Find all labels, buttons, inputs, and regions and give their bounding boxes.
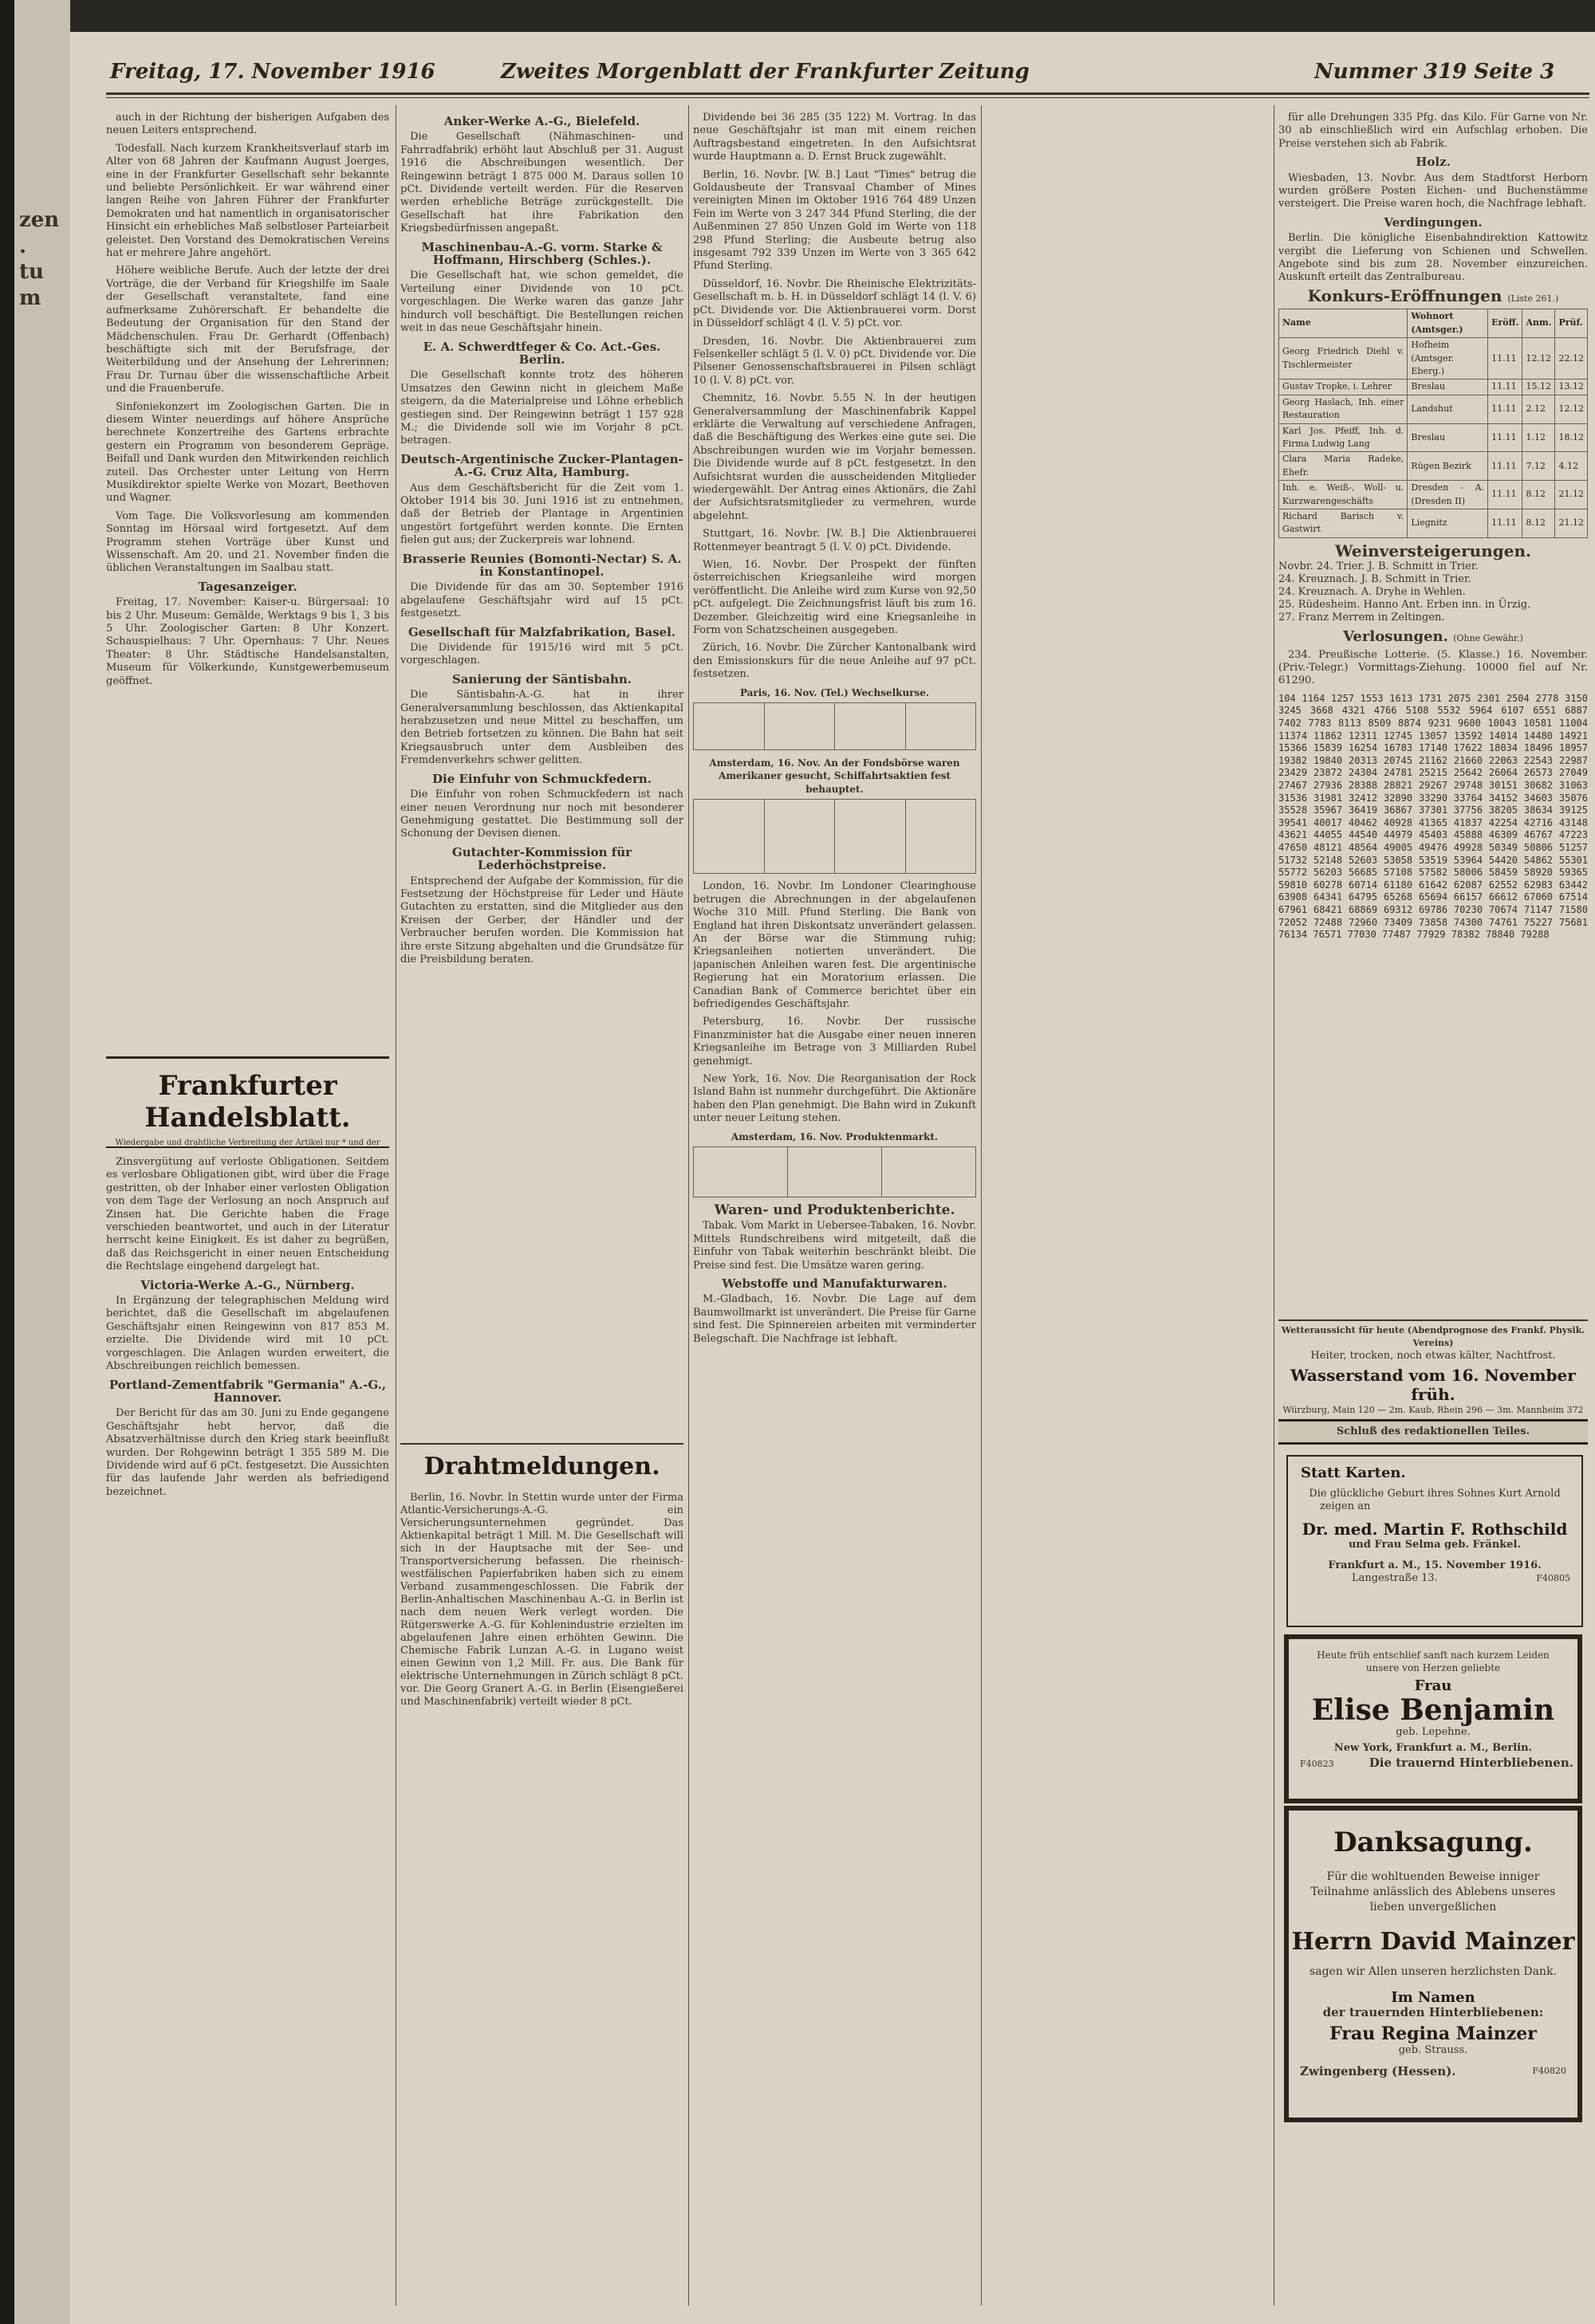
konkurs-cell: 11.11	[1488, 338, 1522, 379]
article-schmuckfedern: Die Einfuhr von rohen Schmuckfedern ist nach einer neuen Verordnung nur noch mit besonderer Genehmigung gestattet. Die Bestimmung soll der Schonung der Devisen dienen.	[400, 788, 683, 840]
section-rule	[1278, 1319, 1588, 1321]
heading-zucker: Deutsch-Argentinische Zucker-Plantagen-A.-G. Cruz Alta, Hamburg.	[400, 451, 683, 480]
article-petersburg: Petersburg, 16. Novbr. Der russische Finanzminister hat die Ausgabe einer neuen inneren Kriegsanleihe im Betrage von 3 Milliarden Rubel genehmigt.	[693, 1016, 976, 1068]
ad1-name2: und Frau Selma geb. Fränkel.	[1348, 1539, 1522, 1551]
konkurs-cell: Dresden - A. (Dresden II)	[1408, 481, 1488, 509]
drahtmeldungen-section	[400, 1443, 683, 2304]
konkurs-cell: 11.11	[1488, 395, 1522, 423]
article-anker: Die Gesellschaft (Nähmaschinen- und Fahrradfabrik) erhöht laut Abschluß per 31. August 1916 die Abschreibungen wesentlich. Der Reingewinn beträgt 1 875 000 M. Daraus sollen 10 pCt. Dividende verteilt werden. Für die Reserven werden erhebliche Beträge zurückgestellt. Die Gesellschaft hat ihre Fabrikation den Kriegsbedürfnissen angepaßt.	[400, 131, 683, 235]
konkurs-cell: 11.11	[1488, 452, 1522, 481]
konkurs-cell: 12.12	[1555, 395, 1588, 423]
heading-portland: Portland-Zementfabrik "Germania" A.-G., Hannover.	[108, 1377, 387, 1405]
heading-amsterdam: Amsterdam, 16. Nov. An der Fondsbörse waren Amerikaner gesucht, Schiffahrtsaktien fest behauptet.	[709, 757, 960, 795]
thanks-mainzer	[1284, 1806, 1582, 2122]
ad3-place: Zwingenberg (Hessen).	[1300, 2064, 1456, 2078]
article-berlin-gold: Berlin, 16. Novbr. [W. B.] Laut "Times" betrug die Goldausbeute der Transvaal Chamber of Mines vereinigten Minen im Oktober 1916 764 489 Unzen Fein im Werte von 3 247 344 Pfund Sterling, die der Außenminen 27 850 Unzen Gold im Werte von 118 298 Pfund Sterling; die Ausbeute betrug also insgesamt 792 339 Unzen im Werte von 3 365 642 Pfund Sterling.	[693, 168, 976, 273]
handelsblatt-title: Frankfurter Handelsblatt.	[144, 1070, 351, 1134]
article-malz: Die Dividende für 1915/16 wird mit 5 pCt. vorgeschlagen.	[400, 642, 683, 667]
masthead-rule	[106, 92, 1589, 95]
article-berufe: Höhere weibliche Berufe. Auch der letzte der drei Vorträge, die der Verband für Kriegshilfe im Saale der Gesellschaft veranstaltete, fand eine aufmerksame Zuhörerschaft. Er behandelte die Bedeutung der Organisation für den Stand der Mädchenschulen. Frau Dr. Gerhardt (Offenbach) beschäftigte sich mit der Berufsfrage, der Weiterbildung und der Ansehung der Lehrerinnen; Frau Dr. Turnau über die wissenschaftliche Arbeit und die Frauenberufe.	[106, 265, 389, 395]
schluss-text: Schluß des redaktionellen Teiles.	[1336, 1425, 1530, 1437]
konkurs-cell: Karl Jos. Pfeiff, Inh. d. Firma Ludwig Lang	[1279, 423, 1408, 452]
column-4	[693, 112, 976, 2312]
article-garne: für alle Drehungen 335 Pfg. das Kilo. Für Garne von Nr. 30 ab einschließlich wird ein Aufschlag erhoben. Die Preise verstehen sich ab Fabrik.	[1278, 112, 1588, 150]
verlosungen-numbers: 104 1164 1257 1553 1613 1731 2075 2301 2504 2778 3150 3245 3668 4321 4766 5108 5532 5964 6107 6551 6887 7402 7783 8113 8509 8874 9231 9600 10043 10581 11004 11374 11862 12311 12745 13057 13592 14014 14480 14921 15366 15839 16254 16783 17140 17622 18034 18496 18957 19382 19840 20313 20745 21162 21660 22063 22543 22987 23429 23872 24304 24781 25215 25642 26064 26573 27049 27467 27936 28388 28821 29267 29748 30151 30682 31063 31536 31981 32412 32890 33290 33764 34152 34603 35076 35528 35967 36419 36867 37301 37756 38205 38634 39125 39541 40017 40462 40928 41365 41837 42254 42716 43148 43621 44055 44540 44979 45403 45888 46309 46767 47223 47650 48121 48564 49005 49476 49928 50349 50806 51257 51732 52148 52603 53058 53519 53964 54420 54862 55301 55772 56203 56685 57108 57582 58006 58459 58920 59365 59810 60278 60714 61180 61642 62087 62552 62983 63442 63908 64341 64795 65268 65694 66157 66612 67060 67514 67961 68421 68869 69312 69786 70230 70674 71147 71580 72052 72488 72960 73409 73858 74300 74761 75227 75681 76134 76571 77030 77487 77929 78382 78840 79288	[1278, 692, 1588, 941]
column-rule	[688, 105, 689, 2306]
wein-item: 24. Kreuznach. J. B. Schmitt in Trier.	[1278, 573, 1471, 586]
birth-announcement	[1286, 1455, 1583, 1627]
ad1-address-row	[1288, 1572, 1581, 1585]
konkurs-title: Konkurs-Eröffnungen	[1307, 285, 1502, 305]
konkurs-header-cell: Eröff.	[1488, 309, 1522, 338]
heading-produktenmarkt: Amsterdam, 16. Nov. Produktenmarkt.	[731, 1131, 939, 1142]
obituary-benjamin	[1284, 1634, 1582, 1803]
konkurs-row	[1279, 509, 1588, 537]
konkurs-row	[1279, 481, 1588, 509]
wasserstand-title: Wasserstand vom 16. November früh.	[1290, 1366, 1576, 1404]
konkurs-row	[1279, 423, 1588, 452]
handelsblatt-header	[106, 1056, 389, 1148]
ad2-mourners: Die trauernd Hinterbliebenen.	[1369, 1756, 1573, 1770]
article-stuttgart: Stuttgart, 16. Novbr. [W. B.] Die Aktienbrauerei Rottenmeyer beantragt 5 (l. V. 0) pCt. Dividende.	[693, 528, 976, 553]
adjacent-page-text: zen. tum	[19, 208, 60, 310]
ad2-line1: Heute früh entschlief sanft nach kurzem Leiden	[1317, 1650, 1550, 1661]
drahtmeldungen-text: Berlin, 16. Novbr. In Stettin wurde unter der Firma Atlantic-Versicherungs-A.-G. ein Versicherungsunternehmen gegründet. Das Aktienkapital beträgt 1 Mill. M. Die Gesellschaft will sich in der Hauptsache mit der See- und Transportversicherung befassen. Die rheinisch-westfälischen Papierfabriken haben sich zu einem Verband zusammengeschlossen. Die Fabrik der Berlin-Anhaltischen Maschinenbau A.-G. in Berlin ist nach dem neuen Werk verlegt worden. Die Rütgerswerke A.-G. für Kohlenindustrie erzielten im abgelaufenen Jahre einen erhöhten Gewinn. Die Chemische Fabrik Lunzan A.-G. in Lugano weist einen Gewinn von 1,2 Mill. Fr. aus. Die Bank für elektrische Unternehmungen in Zürich schlägt 8 pCt. vor. Die Georg Granert A.-G. in Berlin (Eisengießerei und Maschinenfabrik) verteilt wieder 8 pCt.	[400, 1492, 683, 1708]
article-dividende: Dividende bei 36 285 (35 122) M. Vortrag. In das neue Geschäftsjahr ist man mit einem reichen Auftragsbestand eingetreten. In den Aufsichtsrat wurde Hauptmann a. D. Ernst Bruck zugewählt.	[693, 112, 976, 163]
konkurs-cell: Liegnitz	[1408, 509, 1488, 537]
heading-malz: Gesellschaft für Malzfabrikation, Basel.	[408, 624, 676, 639]
konkurs-cell: Hofheim (Amtsger. Eberg.)	[1408, 338, 1488, 379]
schluss-bar	[1278, 1419, 1588, 1445]
ad2-name: Elise Benjamin	[1311, 1693, 1555, 1727]
heading-brasserie: Brasserie Reunies (Bomonti-Nectar) S. A. in Konstantinopel.	[402, 551, 682, 579]
ad3-title: Danksagung.	[1333, 1827, 1533, 1858]
weather-block	[1278, 1319, 1588, 1415]
article-webstoffe: M.-Gladbach, 16. Novbr. Die Lage auf dem Baumwollmarkt ist unverändert. Die Preise für Garne sind fest. Die Spinnereien arbeiten mit verminderter Belegschaft. Die Nachfrage ist lebhaft.	[693, 1293, 976, 1345]
konkurs-cell: 13.12	[1555, 379, 1588, 395]
konkurs-cell: 11.11	[1488, 481, 1522, 509]
ad1-place: Frankfurt a. M., 15. November 1916.	[1328, 1559, 1542, 1571]
article-brasserie: Die Dividende für das am 30. September 1916 abgelaufene Geschäftsjahr wird auf 15 pCt. festgesetzt.	[400, 581, 683, 620]
article-saentis: Die Säntisbahn-A.-G. hat in ihrer Generalversammlung beschlossen, das Aktienkapital herabzusetzen und neue Mittel zu beschaffen, um den Betrieb fortsetzen zu können. Die Bahn hat seit Kriegsausbruch unter dem Ausbleiben des Fremdenverkehrs schwer gelitten.	[400, 689, 683, 767]
konkurs-cell: 11.11	[1488, 509, 1522, 537]
heading-webstoffe: Webstoffe und Manufakturwaren.	[722, 1276, 947, 1292]
article-zinsverguetung: Zinsvergütung auf verloste Obligationen. Seitdem es verlosbare Obligationen gibt, wird über die Frage gestritten, ob der Inhaber einer verlosten Obligation von dem Tage der Verlosung an noch Anspruch auf Zinsen hat. Die Gerichte haben die Frage verschieden beantwortet, und auch in der Literatur herrscht keine Einigkeit. Es ist daher zu begrüßen, daß das Reichsgericht in einer neuen Entscheidung die Rechtslage eingehend dargelegt hat.	[106, 1156, 389, 1273]
heading-paris: Paris, 16. Nov. (Tel.) Wechselkurse.	[739, 686, 930, 698]
konkurs-row	[1279, 379, 1588, 395]
ad1-address: Langestraße 13.	[1352, 1572, 1438, 1584]
ad3-geb: geb. Strauss.	[1398, 2044, 1468, 2056]
ad1-name1: Dr. med. Martin F. Rothschild	[1302, 1520, 1568, 1539]
article-tabak: Tabak. Vom Markt in Uebersee-Tabaken, 16. Novbr. Mittels Rundschreibens wird mitgeteilt, daß die Einfuhr von Tabak weiterhin beschränkt bleibt. Die Preise sind fest. Die Umsätze waren gering.	[693, 1220, 976, 1272]
konkurs-row	[1279, 338, 1588, 379]
konkurs-cell: Clara Maria Radeke, Ehefr.	[1279, 452, 1408, 481]
article-maschinenbau: Die Gesellschaft hat, wie schon gemeldet, die Verteilung einer Dividende von 10 pCt. vorgeschlagen. Die Werke waren das ganze Jahr hindurch voll beschäftigt. Die Bestellungen reichen weit in das neue Geschäftsjahr hinein.	[400, 269, 683, 335]
paris-wechselkurse-table	[693, 702, 976, 750]
heading-maschinenbau: Maschinenbau-A.-G. vorm. Starke & Hoffmann, Hirschberg (Schles.).	[421, 239, 663, 268]
ad2-geb: geb. Lepehne.	[1396, 1726, 1471, 1738]
article-newyork: New York, 16. Nov. Die Reorganisation der Rock Island Bahn ist nunmehr durchgeführt. Die Aktionäre haben den Plan genehmigt. Die Bahn wird in Zukunft unter neuer Leitung stehen.	[693, 1072, 976, 1125]
section-rule	[400, 1443, 683, 1445]
konkurs-header-cell: Wohnort (Amtsger.)	[1408, 309, 1488, 338]
konkurs-cell: 8.12	[1522, 481, 1555, 509]
article-tagesanzeiger: Freitag, 17. November: Kaiser-u. Bürgersaal: 10 bis 2 Uhr. Museum: Gemälde, Werktags 9 bis 1, 3 bis 5 Uhr. Zoologischer Garten: 8 Uhr Konzert. Schauspielhaus: 7 Uhr. Opernhaus: 7 Uhr. Neues Theater: 8 Uhr. Städtische Handelsanstalten, Museum für Völkerkunde, Kunstgewerbemuseum geöffnet.	[106, 596, 389, 687]
article-leder: Entsprechend der Aufgabe der Kommission, für die Festsetzung der Höchstpreise für Leder und Häute Gutachten zu erstatten, sind die Mitglieder aus den Kreisen der Gerber, der Händler und der Verbraucher berufen worden. Die Kommission hat ihre erste Sitzung abgehalten und die Grundsätze für die Preisbildung beraten.	[400, 875, 683, 965]
konkurs-row	[1279, 395, 1588, 423]
verlosungen-title: Verlosungen.	[1343, 628, 1448, 646]
konkurs-header-cell: Prüf.	[1555, 309, 1588, 338]
heading-verlosungen	[1278, 628, 1588, 646]
handelsblatt-notice: Wiedergabe und drahtliche Verbreitung der Artikel nur * und der	[115, 1138, 380, 1147]
masthead-page-number: Nummer 319 Seite 3	[1314, 60, 1555, 84]
konkurs-cell: 11.11	[1488, 423, 1522, 452]
article-intro: auch in der Richtung der bisherigen Aufgaben des neuen Leiters entsprechend.	[106, 112, 389, 137]
ad2-frau: Frau	[1414, 1677, 1452, 1694]
konkurs-cell: Rügen Bezirk	[1408, 452, 1488, 481]
konkurs-cell: 2.12	[1522, 395, 1555, 423]
heading-schwerdtfeger: E. A. Schwerdtfeger & Co. Act.-Ges. Berlin.	[423, 339, 661, 367]
ad1-line2: zeigen an	[1320, 1500, 1371, 1512]
article-verdingungen: Berlin. Die königliche Eisenbahndirektion Kattowitz vergibt die Lieferung von Schienen und Schwellen. Angebote sind bis zum 28. November einzureichen. Auskunft erteilt das Zentralbureau.	[1278, 232, 1588, 284]
ad1-code: F40805	[1536, 1573, 1570, 1583]
konkurs-cell: 1.12	[1522, 423, 1555, 452]
heading-verdingungen: Verdingungen.	[1384, 214, 1483, 230]
column-3	[400, 112, 683, 1427]
heading-anker: Anker-Werke A.-G., Bielefeld.	[443, 114, 640, 128]
konkurs-cell: Breslau	[1408, 423, 1488, 452]
wein-item: Novbr. 24. Trier. J. B. Schmitt in Trier.	[1278, 560, 1479, 573]
article-wien: Wien, 16. Novbr. Der Prospekt der fünften österreichischen Kriegsanleihe wird morgen veröffentlicht. Die Anleihe wird zum Kurse von 92,50 pCt. aufgelegt. Die Zeichnungsfrist läuft bis zum 16. Dezember. Gleichzeitig wird eine Kriegsanleihe in Form von Schatzscheinen ausgegeben.	[693, 559, 976, 637]
masthead-rule-thin	[106, 97, 1589, 98]
konkurs-cell: 4.12	[1555, 452, 1588, 481]
ad2-footer	[1289, 1756, 1577, 1771]
heading-leder: Gutachter-Kommission für Lederhöchstpreise.	[451, 844, 632, 873]
konkurs-cell: Landshut	[1408, 395, 1488, 423]
wasserstand-text: Würzburg, Main 120 — 2m. Kaub, Rhein 296 — 3m. Mannheim 372	[1282, 1405, 1584, 1415]
konkurs-header-cell: Name	[1279, 309, 1408, 338]
article-london: London, 16. Novbr. Im Londoner Clearinghouse betrugen die Abrechnungen in der abgelaufenen Woche 310 Mill. Pfund Sterling. Die Bank von England hat ihren Diskontsatz unverändert gelassen. An der Börse war die Stimmung ruhig; Kriegsanleihen notierten unverändert. Die japanischen Anleihen waren fest. Die argentinische Regierung hat ein Moratorium erlassen. Die Canadian Bank of Commerce berichtet über ein befriedigendes Geschäftsjahr.	[693, 880, 976, 1010]
article-holz: Wiesbaden, 13. Novbr. Aus dem Stadtforst Herborn wurden größere Posten Eichen- und Buchenstämme versteigert. Die Preise waren hoch, die Nachfrage lebhaft.	[1278, 171, 1588, 210]
konkurs-cell: 8.12	[1522, 509, 1555, 537]
heading-schmuckfedern: Die Einfuhr von Schmuckfedern.	[432, 771, 652, 786]
konkurs-table	[1278, 309, 1588, 538]
konkurs-cell: Richard Barisch v. Gastwirt	[1279, 509, 1408, 537]
ad3-widow: Frau Regina Mainzer	[1329, 2023, 1537, 2044]
ad3-name: Herrn David Mainzer	[1291, 1928, 1575, 1956]
konkurs-row	[1279, 452, 1588, 481]
article-portland: Der Bericht für das am 30. Juni zu Ende gegangene Geschäftsjahr hebt hervor, daß die Absatzverhältnisse durch den Krieg stark beeinflußt wurden. Der Rohgewinn beträgt 1 355 589 M. Die Dividende wird auf 6 pCt. festgesetzt. Die Aussichten für das laufende Jahr werden als befriedigend bezeichnet.	[106, 1407, 389, 1498]
column-1	[106, 112, 389, 1044]
verlosungen-subtitle: (Ohne Gewähr.)	[1453, 633, 1523, 644]
ad3-code: F40820	[1532, 2066, 1566, 2076]
wein-item: 25. Rüdesheim. Hanno Ant. Erben inn. in Ürzig.	[1278, 599, 1531, 611]
konkurs-header-cell: Anm.	[1522, 309, 1555, 338]
article-victoria: In Ergänzung der telegraphischen Meldung wird berichtet, daß die Gesellschaft im abgelaufenen Geschäftsjahr einen Reingewinn von 817 853 M. erzielte. Die Dividende wird mit 10 pCt. vorgeschlagen. Die Anlagen wurden erweitert, die Abschreibungen reichlich bemessen.	[106, 1295, 389, 1373]
ad2-line2: unsere von Herzen geliebte	[1365, 1662, 1501, 1673]
article-zucker: Aus dem Geschäftsbericht für die Zeit vom 1. Oktober 1914 bis 30. Juni 1916 ist zu entnehmen, daß der Betrieb der Plantage in Argentinien ungestört fortgeführt werden konnte. Die Ernten fielen gut aus; der Zuckerpreis war lohnend.	[400, 482, 683, 547]
konkurs-cell: 18.12	[1555, 423, 1588, 452]
konkurs-cell: 15.12	[1522, 379, 1555, 395]
heading-holz: Holz.	[1416, 155, 1451, 170]
wein-item: 27. Franz Merrem in Zeltingen.	[1278, 611, 1445, 624]
article-chemnitz: Chemnitz, 16. Novbr. 5.55 N. In der heutigen Generalversammlung der Maschinenfabrik Kappel erklärte die Verwaltung auf verschiedene Anfragen, daß die Beschäftigung des Werkes eine gute sei. Die Abschreibungen wurden wie im Vorjahr bemessen. Die Dividende wurde auf 8 pCt. festgesetzt. In den Aufsichtsrat wurden die ausscheidenden Mitglieder wiedergewählt. Der Antrag eines Aktionärs, die Zahl der Aufsichtsratsmitglieder zu vermehren, wurde abgelehnt.	[693, 392, 976, 522]
column-rule	[981, 105, 982, 2306]
konkurs-cell: 12.12	[1522, 338, 1555, 379]
article-duesseldorf: Düsseldorf, 16. Novbr. Die Rheinische Elektrizitäts-Gesellschaft m. b. H. in Düsseldorf schlägt 14 (l. V. 6) pCt. Dividende vor. Die Aktienbrauerei vorm. Dorst in Düsseldorf schlägt 4 (l. V. 5) pCt. vor.	[693, 277, 976, 330]
article-schwerdtfeger: Die Gesellschaft konnte trotz des höheren Umsatzes den Gewinn nicht in gleichem Maße steigern, da die Materialpreise und Löhne erheblich gestiegen sind. Der Reingewinn beträgt 1 157 928 M.; die Dividende soll wie im Vorjahr 8 pCt. betragen.	[400, 369, 683, 447]
ad3-footer	[1289, 2065, 1577, 2079]
ad3-line2: sagen wir Allen unseren herzlichsten Dank.	[1309, 1965, 1557, 1978]
handelsblatt-column	[106, 1156, 389, 2304]
heading-wein: Weinversteigerungen.	[1335, 541, 1531, 560]
article-konzert: Sinfoniekonzert im Zoologischen Garten. Die in diesem Winter neuerdings auf höhere Ansprüche berechnete Konzertreihe des Gartens erbrachte gestern ein Programm von besonderem Gepräge. Beifall und Dank wurden den Mitwirkenden reichlich zuteil. Das Orchester unter Leitung von Herrn Musikdirektor spielte Werke von Mozart, Beethoven und Wagner.	[106, 400, 389, 505]
drahtmeldungen-title: Drahtmeldungen.	[423, 1453, 660, 1481]
konkurs-subtitle: (Liste 261.)	[1507, 293, 1559, 304]
konkurs-cell: Inh. e. Weiß-, Woll- u. Kurzwarengeschäfts	[1279, 481, 1408, 509]
scan-border	[0, 0, 14, 2324]
weather-text: Heiter, trocken, noch etwas kälter, Nachtfrost.	[1310, 1350, 1556, 1362]
masthead-title: Zweites Morgenblatt der Frankfurter Zeitung	[501, 60, 1030, 84]
heading-waren: Waren- und Produktenberichte.	[714, 1202, 955, 1218]
weather-title: Wetteraussicht für heute (Abendprognose des Frankf. Physik. Vereins)	[1281, 1325, 1585, 1348]
konkurs-cell: 7.12	[1522, 452, 1555, 481]
wein-list	[1278, 560, 1588, 624]
amsterdam-kurse-table	[693, 799, 976, 874]
heading-konkurs	[1278, 285, 1588, 305]
ad1-top: Statt Karten.	[1301, 1465, 1406, 1481]
article-dresden: Dresden, 16. Novbr. Die Aktienbrauerei zum Felsenkeller schlägt 5 (l. V. 0) pCt. Dividende vor. Die Pilsener Genossenschaftsbrauerei in Pilsen schlägt 10 (l. V. 8) pCt. vor.	[693, 335, 976, 387]
konkurs-cell: 11.11	[1488, 379, 1522, 395]
ad3-imnamen: Im Namen	[1391, 1989, 1475, 2006]
masthead-date: Freitag, 17. November 1916	[110, 60, 435, 84]
konkurs-cell: 22.12	[1555, 338, 1588, 379]
heading-saentis: Sanierung der Säntisbahn.	[451, 671, 632, 686]
ad3-line3: der trauernden Hinterbliebenen:	[1322, 2005, 1544, 2019]
produktenmarkt-table	[693, 1146, 976, 1197]
heading-victoria: Victoria-Werke A.-G., Nürnberg.	[140, 1277, 355, 1292]
konkurs-cell: Gustav Tropke, i. Lehrer	[1279, 379, 1408, 395]
article-vom-tage: Vom Tage. Die Volksvorlesung am kommenden Sonntag im Hörsaal wird fortgesetzt. Auf dem Programm stehen Vorträge über Kunst und Wissenschaft. Am 20. und 21. November finden die üblichen Veranstaltungen im Saalbau statt.	[106, 509, 389, 575]
ad1-line1: Die glückliche Geburt ihres Sohnes Kurt Arnold	[1309, 1488, 1561, 1500]
konkurs-cell: Breslau	[1408, 379, 1488, 395]
article-todesfall: Todesfall. Nach kurzem Krankheitsverlauf starb im Alter von 68 Jahren der Kaufmann August Joerges, eine in der Frankfurter Gesellschaft sehr bekannte und beliebte Persönlichkeit. Er war während einer langen Reihe von Jahren Führer der Frankfurter Demokraten und hat namentlich in organisatorischer Hinsicht ein erhebliches Maß selbstloser Parteiarbeit geleistet. Den Vorstand des Demokratischen Vereins hat er mehrere Jahre angehört.	[106, 142, 389, 260]
ad2-code: F40823	[1300, 1759, 1334, 1769]
adjacent-page-edge	[14, 0, 70, 2324]
section-heading-tagesanzeiger: Tagesanzeiger.	[198, 579, 297, 594]
column-5	[1278, 112, 1588, 1307]
ad3-line1: Für die wohltuenden Beweise inniger Teilnahme anlässlich des Ablebens unseres lieben unvergeßlichen	[1310, 1870, 1556, 1913]
article-zuerich: Zürich, 16. Novbr. Die Zürcher Kantonalbank wird den Emissionskurs für die neue Anleihe auf 97 pCt. festsetzen.	[693, 642, 976, 681]
ad2-place: New York, Frankfurt a. M., Berlin.	[1333, 1742, 1533, 1754]
konkurs-cell: 21.12	[1555, 509, 1588, 537]
wein-item: 24. Kreuznach. A. Dryhe in Wehlen.	[1278, 586, 1466, 599]
konkurs-cell: Georg Friedrich Diehl v. Tischlermeister	[1279, 338, 1408, 379]
konkurs-cell: Georg Haslach, Inh. einer Restauration	[1279, 395, 1408, 423]
newspaper-page	[70, 32, 1595, 2324]
verlosungen-intro: 234. Preußische Lotterie. (5. Klasse.) 16. November. (Priv.-Telegr.) Vormittags-Ziehung. 10000 fiel auf Nr. 61290.	[1278, 648, 1588, 687]
konkurs-cell: 21.12	[1555, 481, 1588, 509]
